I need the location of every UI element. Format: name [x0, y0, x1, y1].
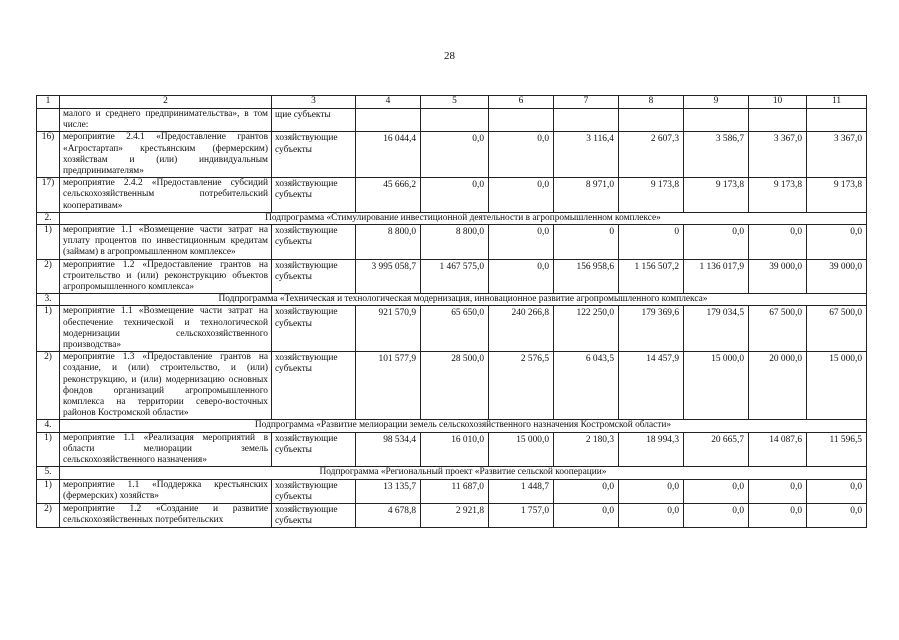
amount-cell: 0,0	[421, 178, 489, 213]
amount-cell: 9 173,8	[619, 178, 684, 213]
amount-cell: 1 757,0	[489, 503, 554, 527]
amount-cell: 156 958,6	[554, 259, 619, 294]
column-number-header: 10	[749, 96, 807, 109]
amount-cell: 0,0	[489, 178, 554, 213]
amount-cell: 8 971,0	[554, 178, 619, 213]
subprogram-row	[37, 212, 867, 224]
amount-cell: 0,0	[619, 503, 684, 527]
table-row	[37, 109, 867, 132]
subprogram-title: Подпрограмма «Развитие мелиорации земель сельскохозяйственного назначения Костромской области»	[60, 420, 867, 432]
row-index: 17)	[37, 178, 60, 213]
amount-cell: 4 678,8	[356, 503, 421, 527]
amount-cell: 1 156 507,2	[619, 259, 684, 294]
amount-cell: 15 000,0	[807, 352, 867, 420]
row-index: 1)	[37, 225, 60, 260]
amount-cell: 3 367,0	[807, 132, 867, 178]
amount-cell: 0,0	[554, 479, 619, 503]
amount-cell: 0,0	[684, 503, 749, 527]
measure-description: мероприятие 1.1 «Возмещение части затрат на уплату процентов по инвестиционным кредитам (займам) в агропромышленном комплексе»	[60, 225, 272, 260]
table-header-row	[37, 96, 867, 109]
executor-cell: щие субъекты	[272, 109, 356, 132]
amount-cell: 18 994,3	[619, 432, 684, 467]
amount-cell: 0,0	[619, 479, 684, 503]
table-row	[37, 178, 867, 213]
amount-cell: 0,0	[749, 225, 807, 260]
measure-description: мероприятие 1.3 «Предоставление грантов на создание, и (или) строительство, и (или) реконструкцию, и (или) модернизацию основных фондов организаций агропромышленного комплекса на территории северо-восточных районов Костромской области»	[60, 352, 272, 420]
amount-cell: 1 448,7	[489, 479, 554, 503]
amount-cell: 0,0	[684, 479, 749, 503]
amount-cell: 65 650,0	[421, 306, 489, 352]
amount-cell	[421, 109, 489, 132]
executor-cell: хозяйствующие субъекты	[272, 352, 356, 420]
amount-cell: 0,0	[554, 503, 619, 527]
row-index	[37, 109, 60, 132]
amount-cell: 39 000,0	[749, 259, 807, 294]
amount-cell: 122 250,0	[554, 306, 619, 352]
subprogram-index: 3.	[37, 294, 60, 306]
column-number-header: 8	[619, 96, 684, 109]
row-index: 1)	[37, 479, 60, 503]
table-row	[37, 306, 867, 352]
amount-cell: 20 000,0	[749, 352, 807, 420]
amount-cell: 45 666,2	[356, 178, 421, 213]
subprogram-row	[37, 467, 867, 479]
amount-cell: 98 534,4	[356, 432, 421, 467]
amount-cell: 16 010,0	[421, 432, 489, 467]
amount-cell: 15 000,0	[684, 352, 749, 420]
executor-cell: хозяйствующие субъекты	[272, 225, 356, 260]
budget-table-container	[36, 95, 866, 528]
amount-cell: 0,0	[489, 132, 554, 178]
amount-cell: 0,0	[749, 479, 807, 503]
amount-cell: 0,0	[807, 225, 867, 260]
amount-cell: 20 665,7	[684, 432, 749, 467]
amount-cell: 67 500,0	[807, 306, 867, 352]
measure-description: мероприятие 1.1 «Реализация мероприятий в области мелиорации земель сельскохозяйственного назначения»	[60, 432, 272, 467]
executor-cell: хозяйствующие субъекты	[272, 132, 356, 178]
amount-cell: 3 116,4	[554, 132, 619, 178]
amount-cell: 13 135,7	[356, 479, 421, 503]
column-number-header: 5	[421, 96, 489, 109]
amount-cell: 11 596,5	[807, 432, 867, 467]
table-row	[37, 503, 867, 527]
executor-cell: хозяйствующие субъекты	[272, 259, 356, 294]
row-index: 1)	[37, 432, 60, 467]
amount-cell	[807, 109, 867, 132]
row-index: 2)	[37, 259, 60, 294]
amount-cell	[619, 109, 684, 132]
amount-cell: 67 500,0	[749, 306, 807, 352]
executor-cell: хозяйствующие субъекты	[272, 503, 356, 527]
amount-cell: 240 266,8	[489, 306, 554, 352]
amount-cell	[356, 109, 421, 132]
amount-cell	[749, 109, 807, 132]
amount-cell: 2 921,8	[421, 503, 489, 527]
column-number-header: 4	[356, 96, 421, 109]
table-row	[37, 432, 867, 467]
amount-cell: 16 044,4	[356, 132, 421, 178]
amount-cell: 2 607,3	[619, 132, 684, 178]
budget-table	[36, 95, 867, 528]
amount-cell: 0,0	[807, 479, 867, 503]
measure-description: мероприятие 2.4.2 «Предоставление субсидий сельскохозяйственным потребительский кооперативам»	[60, 178, 272, 213]
measure-description: мероприятие 1.1 «Возмещение части затрат на обеспечение технической и технологической модернизации сельскохозяйственного производства»	[60, 306, 272, 352]
amount-cell: 6 043,5	[554, 352, 619, 420]
column-number-header: 1	[37, 96, 60, 109]
column-number-header: 7	[554, 96, 619, 109]
amount-cell	[684, 109, 749, 132]
row-index: 2)	[37, 503, 60, 527]
amount-cell: 8 800,0	[421, 225, 489, 260]
subprogram-title: Подпрограмма «Региональный проект «Развитие сельской кооперации»	[60, 467, 867, 479]
amount-cell: 0,0	[489, 225, 554, 260]
amount-cell: 101 577,9	[356, 352, 421, 420]
table-row	[37, 132, 867, 178]
amount-cell: 39 000,0	[807, 259, 867, 294]
table-row	[37, 352, 867, 420]
executor-cell: хозяйствующие субъекты	[272, 178, 356, 213]
amount-cell: 0,0	[807, 503, 867, 527]
table-row	[37, 259, 867, 294]
measure-description: малого и среднего предпринимательства», в том числе:	[60, 109, 272, 132]
amount-cell: 2 180,3	[554, 432, 619, 467]
subprogram-index: 2.	[37, 212, 60, 224]
amount-cell: 15 000,0	[489, 432, 554, 467]
amount-cell: 1 467 575,0	[421, 259, 489, 294]
amount-cell	[489, 109, 554, 132]
amount-cell: 3 367,0	[749, 132, 807, 178]
subprogram-index: 5.	[37, 467, 60, 479]
amount-cell: 3 586,7	[684, 132, 749, 178]
amount-cell: 1 136 017,9	[684, 259, 749, 294]
row-index: 2)	[37, 352, 60, 420]
amount-cell: 14 457,9	[619, 352, 684, 420]
table-row	[37, 225, 867, 260]
measure-description: мероприятие 2.4.1 «Предоставление грантов «Агростартап» крестьянским (фермерским) хозяйствам и (или) индивидуальным предпринимателям»	[60, 132, 272, 178]
column-number-header: 2	[60, 96, 272, 109]
executor-cell: хозяйствующие субъекты	[272, 479, 356, 503]
amount-cell: 2 576,5	[489, 352, 554, 420]
amount-cell: 0,0	[684, 225, 749, 260]
amount-cell: 0,0	[749, 503, 807, 527]
amount-cell: 28 500,0	[421, 352, 489, 420]
subprogram-title: Подпрограмма «Стимулирование инвестиционной деятельности в агропромышленном комплексе»	[60, 212, 867, 224]
amount-cell: 9 173,8	[684, 178, 749, 213]
subprogram-row	[37, 294, 867, 306]
subprogram-row	[37, 420, 867, 432]
row-index: 1)	[37, 306, 60, 352]
subprogram-index: 4.	[37, 420, 60, 432]
amount-cell: 14 087,6	[749, 432, 807, 467]
column-number-header: 9	[684, 96, 749, 109]
table-row	[37, 479, 867, 503]
amount-cell: 0,0	[421, 132, 489, 178]
amount-cell	[554, 109, 619, 132]
amount-cell: 921 570,9	[356, 306, 421, 352]
measure-description: мероприятие 1.2 «Предоставление грантов на строительство и (или) реконструкцию объектов агропромышленного комплекса»	[60, 259, 272, 294]
subprogram-title: Подпрограмма «Техническая и технологическая модернизация, инновационное развитие агропромышленного комплекса»	[60, 294, 867, 306]
row-index: 16)	[37, 132, 60, 178]
column-number-header: 6	[489, 96, 554, 109]
column-number-header: 3	[272, 96, 356, 109]
column-number-header: 11	[807, 96, 867, 109]
amount-cell: 3 995 058,7	[356, 259, 421, 294]
amount-cell: 0,0	[489, 259, 554, 294]
amount-cell: 8 800,0	[356, 225, 421, 260]
measure-description: мероприятие 1.1 «Поддержка крестьянских (фермерских) хозяйств»	[60, 479, 272, 503]
amount-cell: 9 173,8	[749, 178, 807, 213]
executor-cell: хозяйствующие субъекты	[272, 306, 356, 352]
amount-cell: 0	[554, 225, 619, 260]
executor-cell: хозяйствующие субъекты	[272, 432, 356, 467]
table-body	[37, 96, 867, 528]
page-number: 28	[444, 50, 455, 62]
amount-cell: 179 369,6	[619, 306, 684, 352]
amount-cell: 11 687,0	[421, 479, 489, 503]
measure-description: мероприятие 1.2 «Создание и развитие сельскохозяйственных потребительских	[60, 503, 272, 527]
amount-cell: 0	[619, 225, 684, 260]
amount-cell: 179 034,5	[684, 306, 749, 352]
amount-cell: 9 173,8	[807, 178, 867, 213]
